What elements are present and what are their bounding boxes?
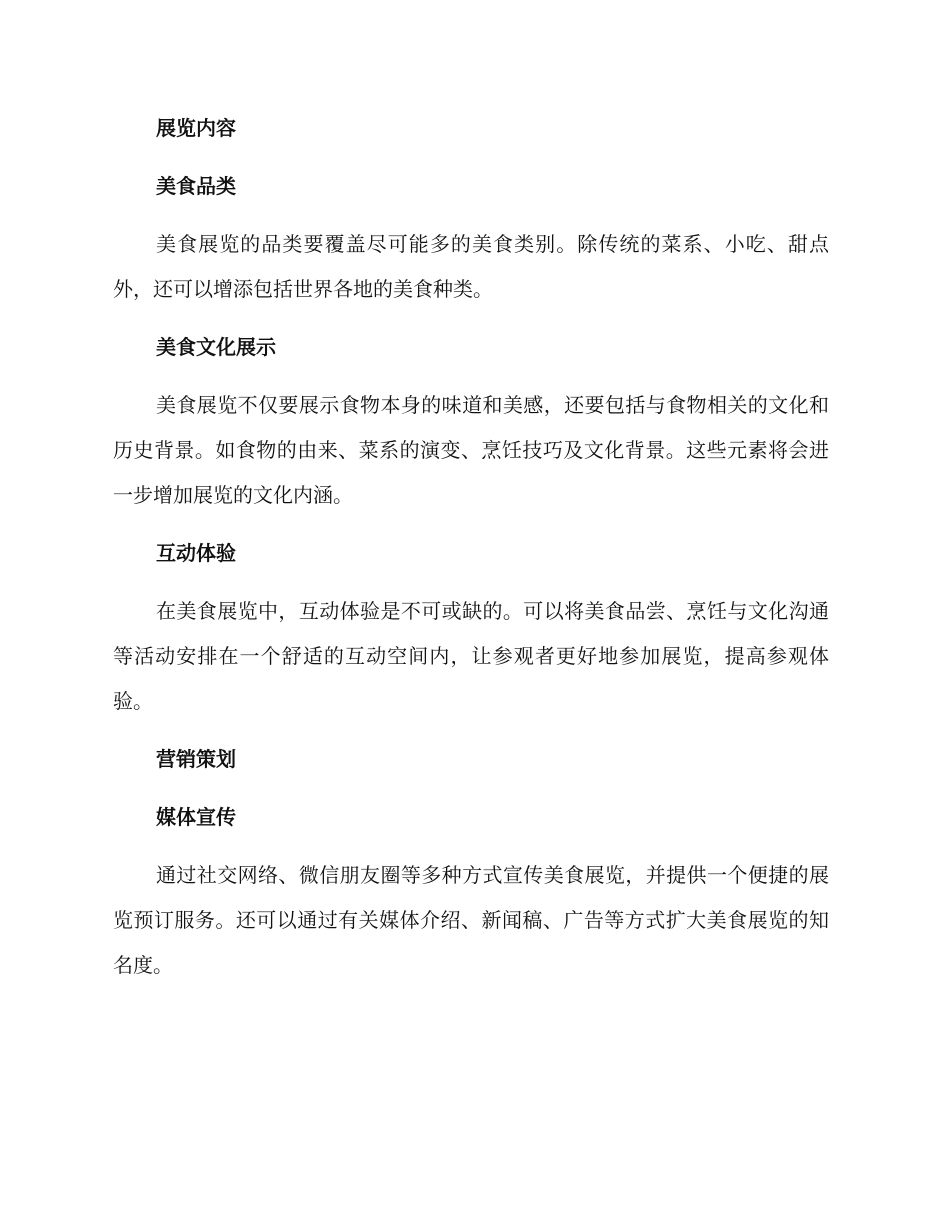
heading-exhibition-content: 展览内容 [156, 116, 236, 140]
paragraph-interactive-experience: 在美食展览中，互动体验是不可或缺的。可以将美食品尝、烹饪与文化沟通等活动安排在一个舒适的互动空间内，让参观者更好地参加展览，提高参观体验。 [113, 599, 829, 713]
paragraph-media-promotion: 通过社交网络、微信朋友圈等多种方式宣传美食展览，并提供一个便捷的展览预订服务。还可以通过有关媒体介绍、新闻稿、广告等方式扩大美食展览的知名度。 [113, 863, 829, 977]
heading-food-culture-display: 美食文化展示 [156, 335, 276, 359]
document-body [113, 106, 829, 1001]
heading-food-categories: 美食品类 [156, 174, 236, 198]
paragraph-food-culture-display: 美食展览不仅要展示食物本身的味道和美感，还要包括与食物相关的文化和历史背景。如食物的由来、菜系的演变、烹饪技巧及文化背景。这些元素将会进一步增加展览的文化内涵。 [113, 393, 829, 507]
paragraph-food-categories: 美食展览的品类要覆盖尽可能多的美食类别。除传统的菜系、小吃、甜点外，还可以增添包括世界各地的美食种类。 [113, 232, 829, 301]
heading-interactive-experience: 互动体验 [156, 541, 236, 565]
heading-media-promotion: 媒体宣传 [156, 805, 236, 829]
heading-marketing-plan: 营销策划 [156, 747, 236, 771]
